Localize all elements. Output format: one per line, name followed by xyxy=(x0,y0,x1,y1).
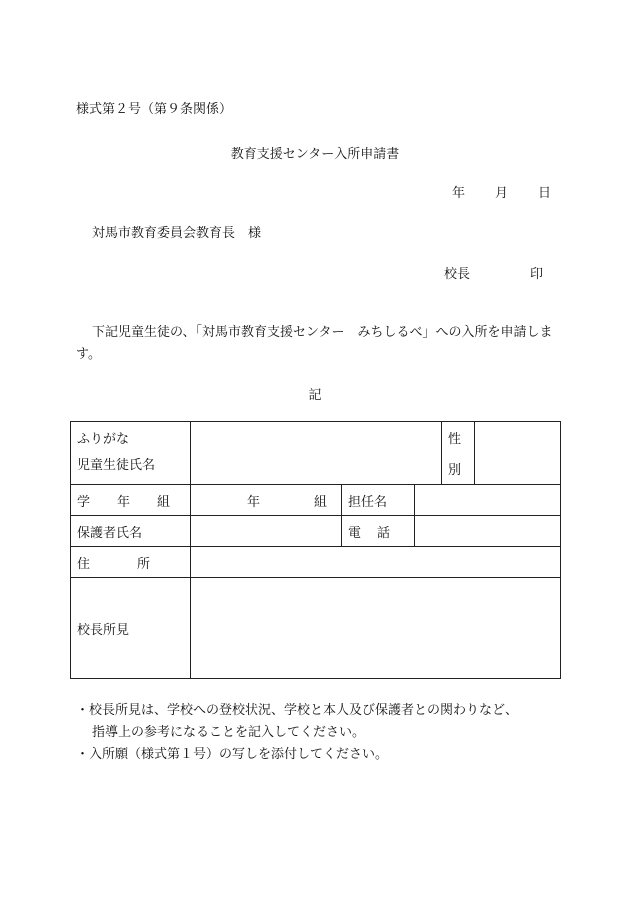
addressee: 対馬市教育委員会教育長 様 xyxy=(92,226,262,241)
grade-label: 学 年 組 xyxy=(71,485,191,516)
notes xyxy=(76,700,518,766)
principal-opinion-field[interactable] xyxy=(191,578,561,679)
teacher-field[interactable] xyxy=(415,485,561,516)
guardian-label: 保護者氏名 xyxy=(71,516,191,547)
sex-area xyxy=(442,422,561,485)
date-line xyxy=(452,182,551,201)
principal-label: 校長 xyxy=(444,267,471,282)
seal-label: 印 xyxy=(530,267,544,282)
phone-field[interactable] xyxy=(415,516,561,547)
date-year-label: 年 xyxy=(452,186,466,201)
teacher-label: 担任名 xyxy=(342,485,415,516)
ki-label: 記 xyxy=(308,388,322,403)
application-table xyxy=(70,421,561,679)
student-name-label: 児童生徒氏名 xyxy=(77,458,156,473)
request-sentence: 下記児童生徒の、「対馬市教育支援センター みちしるべ」への入所を申請します。 xyxy=(76,325,553,362)
note-item: ・校長所見は、学校への登校状況、学校と本人及び保護者との関わりなど、 xyxy=(76,703,519,718)
grade-year-label: 年 xyxy=(246,494,260,510)
form-number: 様式第２号（第９条関係） xyxy=(76,102,233,117)
date-month-label: 月 xyxy=(495,186,509,201)
document-title: 教育支援センター入所申請書 xyxy=(230,147,400,162)
student-name-field[interactable] xyxy=(191,422,442,485)
guardian-field[interactable] xyxy=(191,516,342,547)
phone-label: 電 話 xyxy=(342,516,415,547)
student-name-label-cell xyxy=(71,422,191,485)
note-item-continued: 指導上の参考になることを記入してください。 xyxy=(92,725,366,740)
principal-signature-line xyxy=(444,263,543,282)
grade-field[interactable] xyxy=(191,485,342,516)
address-label: 住 所 xyxy=(71,547,191,578)
address-field[interactable] xyxy=(191,547,561,578)
date-day-label: 日 xyxy=(538,186,552,201)
furigana-label: ふりがな xyxy=(77,432,130,447)
request-text xyxy=(76,322,564,366)
sex-field[interactable] xyxy=(475,422,560,484)
sex-label: 性 別 xyxy=(442,422,475,484)
grade-class-label: 組 xyxy=(313,494,327,510)
principal-opinion-label: 校長所見 xyxy=(71,578,191,679)
note-item: ・入所願（様式第１号）の写しを添付してください。 xyxy=(76,747,389,762)
